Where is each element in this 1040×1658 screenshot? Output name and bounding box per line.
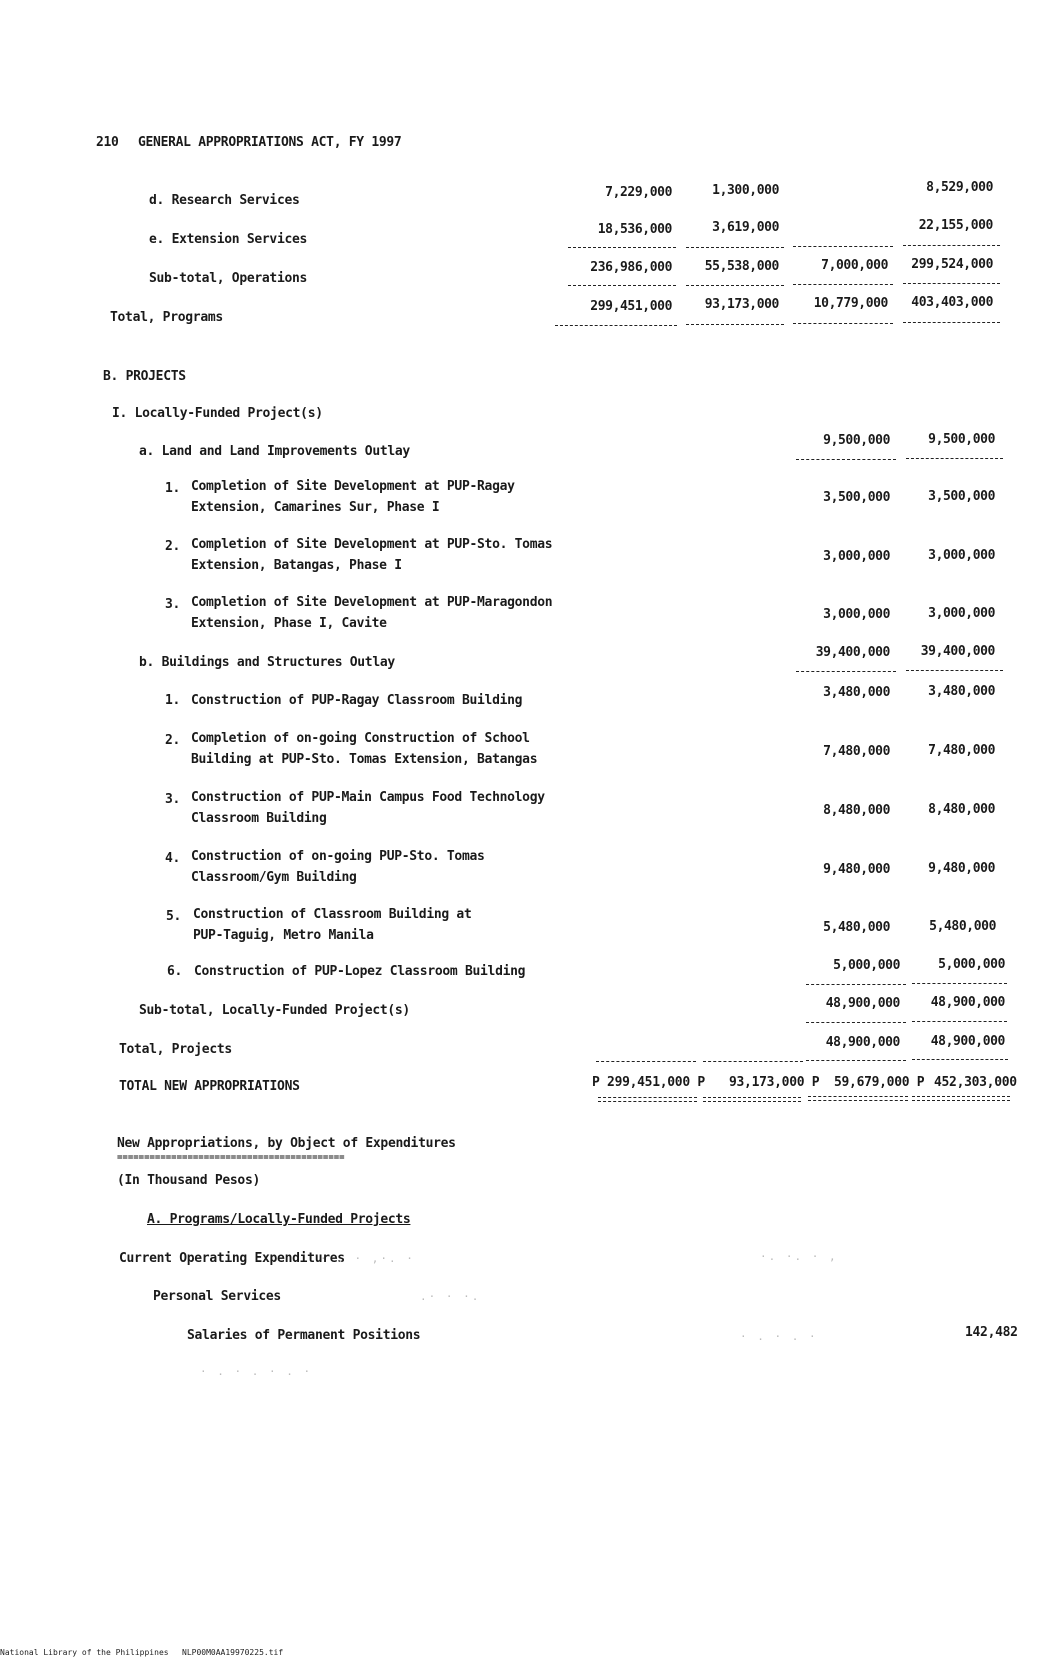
personal-services-label: Personal Services (153, 1289, 281, 1304)
subsection-heading: A. Programs/Locally-Funded Projects (147, 1212, 411, 1227)
cell-co: 3,000,000 (823, 549, 890, 564)
item-line: PUP-Taguig, Metro Manila (193, 928, 374, 943)
item-number: 2. (165, 733, 181, 748)
cell-ps: P 299,451,000 P (592, 1075, 705, 1090)
cell-co: 3,500,000 (823, 490, 890, 505)
item-line: Completion of Site Development at PUP-Ragay (191, 479, 515, 494)
cell-co: 10,779,000 (813, 296, 888, 311)
cell-mooe: 93,173,000 P (729, 1075, 820, 1090)
item-line: Classroom/Gym Building (191, 870, 357, 885)
cell-co: 9,480,000 (823, 862, 890, 877)
item-line: Classroom Building (191, 811, 327, 826)
cell-total: 39,400,000 (920, 644, 995, 659)
cell-ps: 7,229,000 (605, 185, 672, 200)
cell-total: 9,500,000 (928, 432, 995, 447)
sub-heading: I. Locally-Funded Project(s) (112, 406, 323, 421)
cell-total: 5,480,000 (929, 919, 996, 934)
cell-ps: 236,986,000 (590, 260, 672, 275)
item-number: 4. (165, 851, 181, 866)
item-number: 2. (165, 539, 181, 554)
land-outlay-label: a. Land and Land Improvements Outlay (139, 444, 410, 459)
cell-mooe: 1,300,000 (712, 183, 779, 198)
cell-total: 3,000,000 (928, 548, 995, 563)
cell-total: 299,524,000 (911, 257, 993, 272)
cell-ps: 18,536,000 (597, 222, 672, 237)
cell-mooe: 55,538,000 (704, 259, 779, 274)
item-line: Construction of PUP-Lopez Classroom Building (194, 964, 526, 979)
cell-total: 9,480,000 (928, 861, 995, 876)
item-number: 5. (166, 909, 182, 924)
cell-total: 452,303,000 (934, 1075, 1017, 1090)
cell-total: 5,000,000 (938, 957, 1005, 972)
item-line: Construction of on-going PUP-Sto. Tomas (191, 849, 485, 864)
item-line: Building at PUP-Sto. Tomas Extension, Batangas (191, 752, 538, 767)
cell-total: 48,900,000 (930, 995, 1005, 1010)
unit-note: (In Thousand Pesos) (117, 1173, 261, 1188)
section-heading: New Appropriations, by Object of Expenditures (117, 1136, 456, 1151)
buildings-outlay-label: b. Buildings and Structures Outlay (139, 655, 395, 670)
cell-co: 8,480,000 (823, 803, 890, 818)
page-number: 210 (96, 135, 119, 150)
row-label: Total, Programs (110, 310, 223, 325)
total-projects-label: Total, Projects (119, 1042, 232, 1057)
footer-filename: NLP00M0AA19970225.tif (182, 1648, 284, 1657)
cell-co: 7,000,000 (821, 258, 888, 273)
cell-co: 3,000,000 (823, 607, 890, 622)
cell-co: 5,000,000 (833, 958, 900, 973)
cell-total: 8,480,000 (928, 802, 995, 817)
item-number: 1. (165, 693, 181, 708)
row-label: Sub-total, Operations (149, 271, 308, 286)
cell-co: 48,900,000 (825, 996, 900, 1011)
salaries-value: 142,482 (965, 1325, 1018, 1340)
cell-total: 3,000,000 (928, 606, 995, 621)
item-line: Construction of Classroom Building at (193, 907, 472, 922)
cell-co: 59,679,000 P (834, 1075, 925, 1090)
item-line: Completion of Site Development at PUP-Sto. Tomas (191, 537, 553, 552)
cell-ps: 299,451,000 (590, 299, 672, 314)
item-number: 3. (165, 792, 181, 807)
section-heading: B. PROJECTS (103, 369, 186, 384)
cell-co: 9,500,000 (823, 433, 890, 448)
heading-underline: ========================================== (117, 1153, 345, 1163)
item-line: Completion of on-going Construction of School (191, 731, 530, 746)
subtotal-label: Sub-total, Locally-Funded Project(s) (139, 1003, 410, 1018)
cell-total: 3,480,000 (928, 684, 995, 699)
grand-total-label: TOTAL NEW APPROPRIATIONS (119, 1079, 300, 1094)
item-number: 3. (165, 597, 181, 612)
item-line: Construction of PUP-Main Campus Food Technology (191, 790, 545, 805)
row-label: e. Extension Services (149, 232, 308, 247)
item-number: 6. (167, 964, 183, 979)
item-line: Extension, Batangas, Phase I (191, 558, 402, 573)
item-number: 1. (165, 481, 181, 496)
cell-co: 39,400,000 (815, 645, 890, 660)
cell-total: 48,900,000 (930, 1034, 1005, 1049)
cell-mooe: 3,619,000 (712, 220, 779, 235)
item-line: Construction of PUP-Ragay Classroom Building (191, 693, 523, 708)
cell-total: 3,500,000 (928, 489, 995, 504)
current-expenditures-label: Current Operating Expenditures (119, 1251, 345, 1266)
cell-co: 7,480,000 (823, 744, 890, 759)
row-label: d. Research Services (149, 193, 300, 208)
page-title: GENERAL APPROPRIATIONS ACT, FY 1997 (138, 135, 402, 150)
item-line: Completion of Site Development at PUP-Maragondon (191, 595, 553, 610)
footer-source: National Library of the Philippines (0, 1648, 169, 1657)
cell-mooe: 93,173,000 (704, 297, 779, 312)
cell-co: 3,480,000 (823, 685, 890, 700)
cell-co: 5,480,000 (823, 920, 890, 935)
cell-total: 403,403,000 (911, 295, 993, 310)
item-line: Extension, Phase I, Cavite (191, 616, 387, 631)
cell-total: 8,529,000 (926, 180, 993, 195)
cell-co: 48,900,000 (825, 1035, 900, 1050)
cell-total: 22,155,000 (918, 218, 993, 233)
salaries-label: Salaries of Permanent Positions (187, 1328, 421, 1343)
item-line: Extension, Camarines Sur, Phase I (191, 500, 440, 515)
cell-total: 7,480,000 (928, 743, 995, 758)
